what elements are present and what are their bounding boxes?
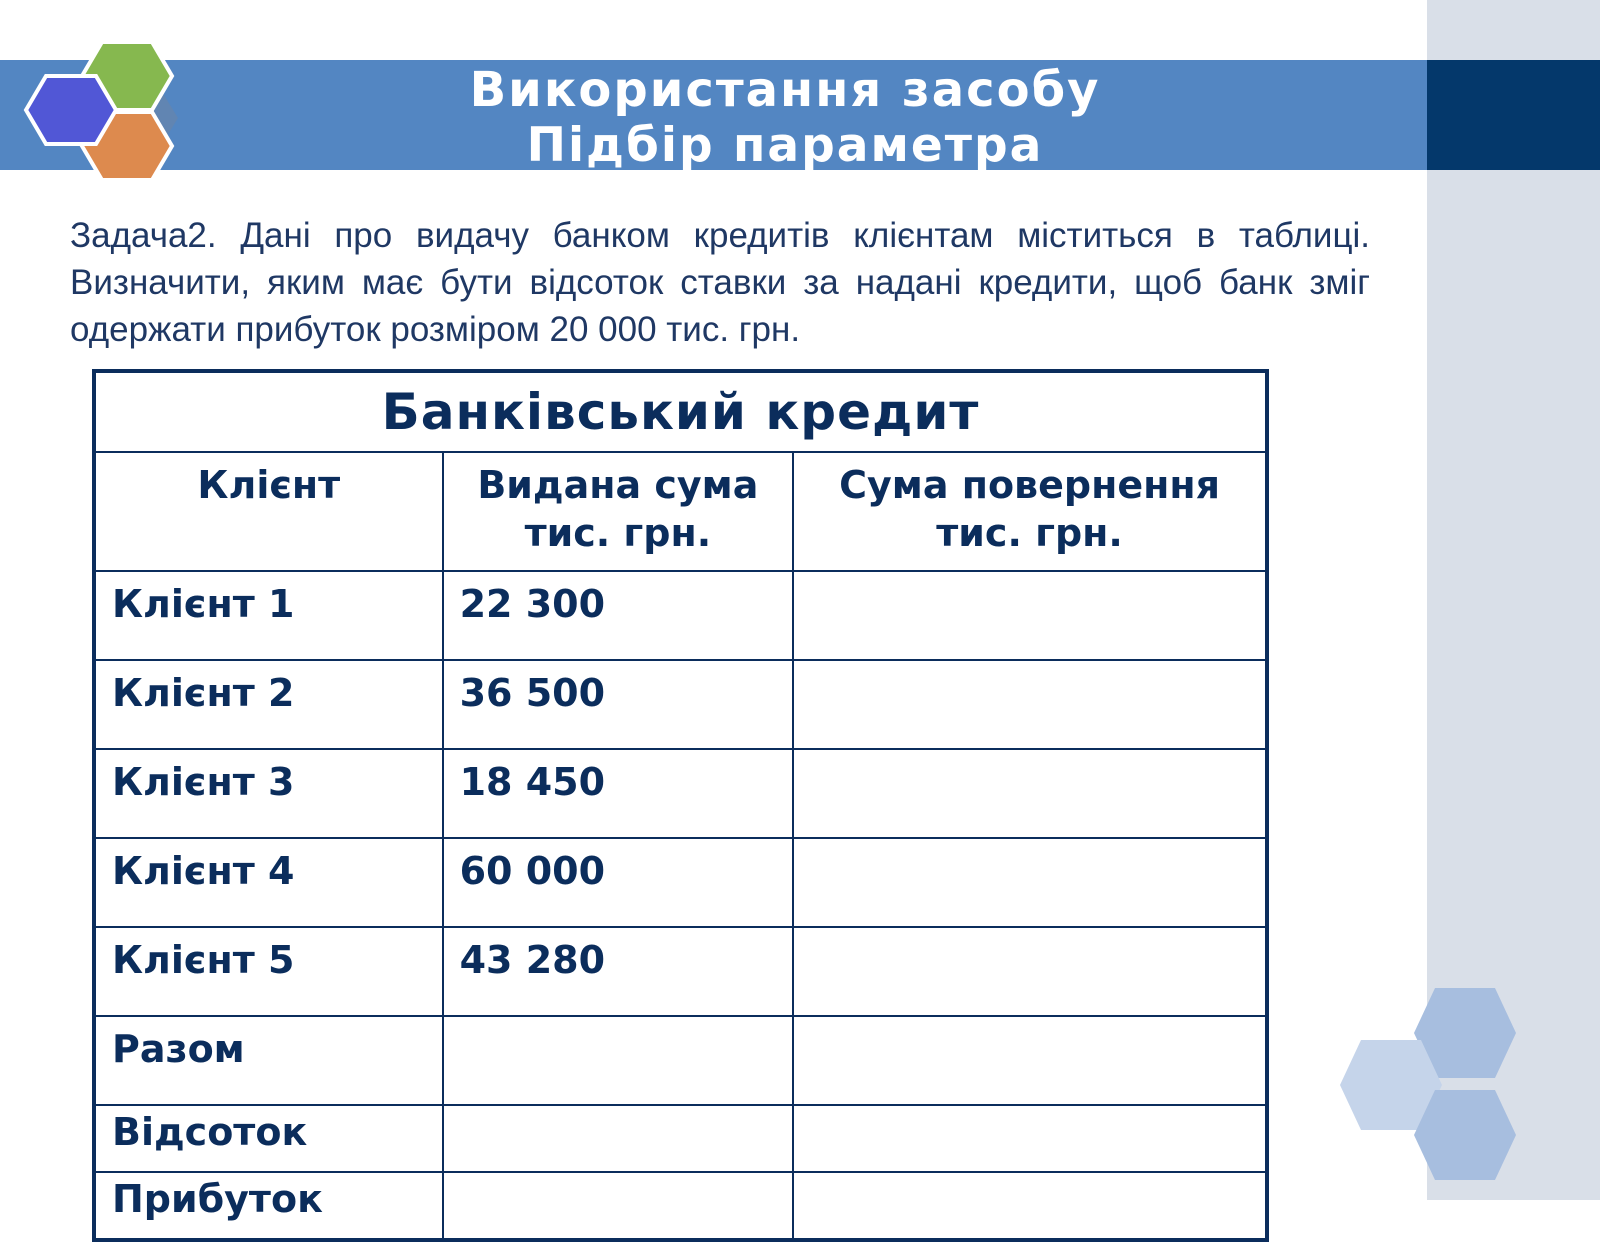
percent-label-cell: Відсоток — [94, 1105, 443, 1172]
total-label-cell: Разом — [94, 1016, 443, 1105]
table-row — [94, 927, 1267, 1016]
issued-amount-cell: 60 000 — [443, 838, 794, 927]
issued-amount-cell: 43 280 — [443, 927, 794, 1016]
return-amount-cell — [793, 749, 1267, 838]
header-return-unit: тис. грн. — [936, 511, 1123, 555]
table-caption: Банківський кредит — [94, 371, 1267, 452]
table-row — [94, 571, 1267, 660]
bank-credit-table — [92, 369, 1269, 1242]
title-line-1: Використання засобу — [469, 62, 1101, 118]
profit-extra-cell — [793, 1172, 1267, 1240]
header-return-amount — [793, 452, 1267, 571]
profit-value-cell — [443, 1172, 794, 1240]
table-row-total — [94, 1016, 1267, 1105]
table-row — [94, 660, 1267, 749]
header-client-label: Клієнт — [197, 463, 341, 507]
issued-amount-cell: 22 300 — [443, 571, 794, 660]
client-name-cell: Клієнт 2 — [94, 660, 443, 749]
title-line-2: Підбір параметра — [526, 118, 1044, 173]
task-text: Задача2. Дані про видачу банком кредитів клієнтам міститься в таблиці. Визначити, яким має бути відсоток ставки за надані кредити, щоб банк зміг одержати прибуток розміром 20 000 тис. грн. — [70, 216, 1370, 349]
header-accent-block — [1427, 60, 1600, 170]
hexagon-decoration-icon — [1340, 980, 1560, 1180]
hexagon-logo-icon — [20, 38, 190, 190]
client-name-cell: Клієнт 4 — [94, 838, 443, 927]
total-issued-cell — [443, 1016, 794, 1105]
table-row-profit — [94, 1172, 1267, 1240]
header-issued-amount — [443, 452, 794, 571]
table-row-percent — [94, 1105, 1267, 1172]
client-name-cell: Клієнт 3 — [94, 749, 443, 838]
return-amount-cell — [793, 927, 1267, 1016]
header-issued-unit: тис. грн. — [524, 511, 712, 555]
table-row — [94, 838, 1267, 927]
client-name-cell: Клієнт 5 — [94, 927, 443, 1016]
return-amount-cell — [793, 660, 1267, 749]
issued-amount-cell: 18 450 — [443, 749, 794, 838]
header-client — [94, 452, 443, 571]
slide-title — [420, 62, 1150, 174]
issued-amount-cell: 36 500 — [443, 660, 794, 749]
return-amount-cell — [793, 838, 1267, 927]
return-amount-cell — [793, 571, 1267, 660]
client-name-cell: Клієнт 1 — [94, 571, 443, 660]
percent-extra-cell — [793, 1105, 1267, 1172]
header-issued-label: Видана сума — [477, 463, 759, 507]
percent-value-cell — [443, 1105, 794, 1172]
table-row — [94, 749, 1267, 838]
profit-label-cell: Прибуток — [94, 1172, 443, 1240]
total-return-cell — [793, 1016, 1267, 1105]
header-return-label: Сума повернення — [839, 463, 1221, 507]
